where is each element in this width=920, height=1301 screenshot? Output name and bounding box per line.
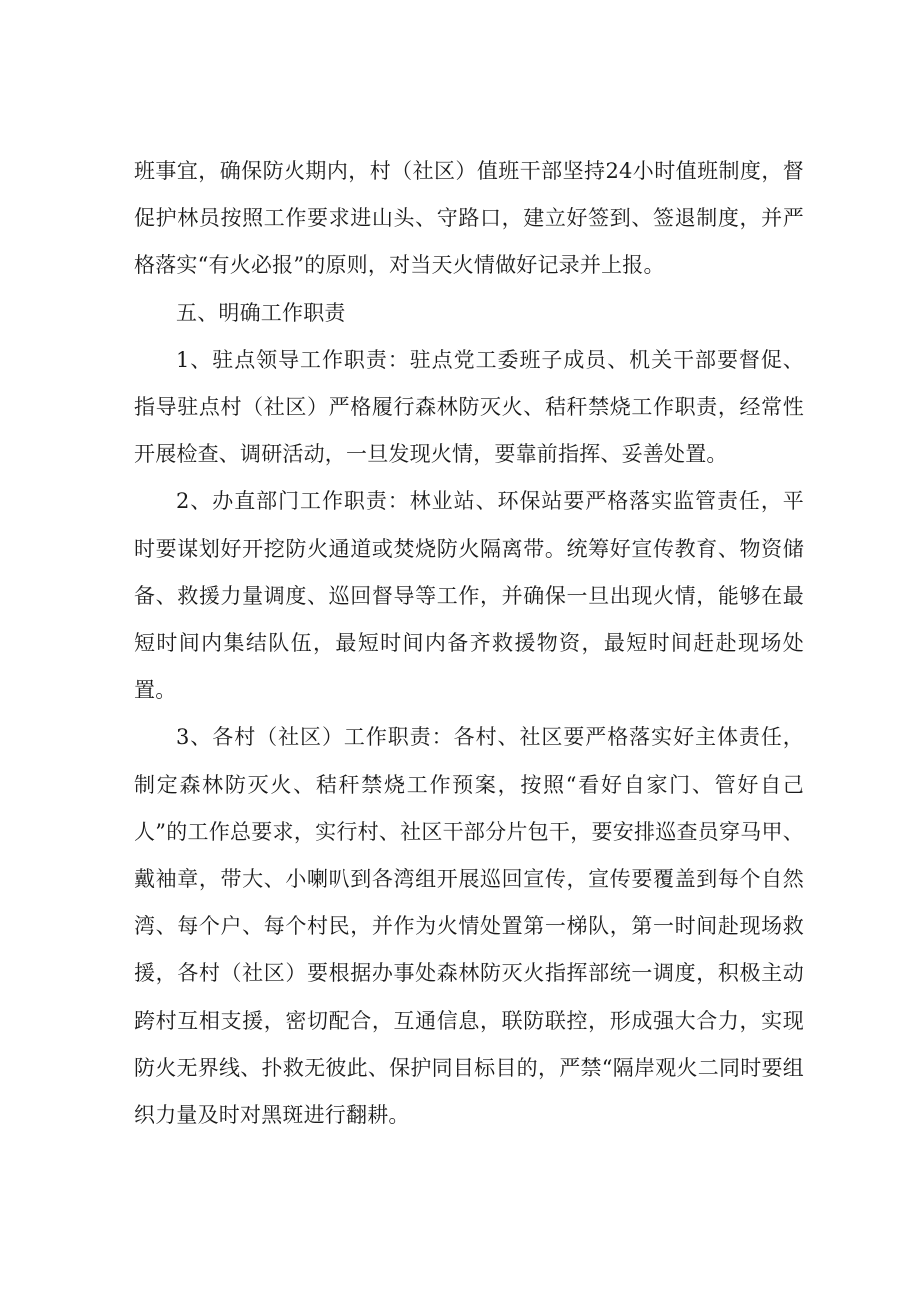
paragraph-village-duties: 3、各村（社区）工作职责：各村、社区要严格落实好主体责任，制定森林防灭火、秸秆禁烧工作预案，按照“看好自家门、管好自己人”的工作总要求，实行村、社区干部分片包干，要安排巡查员穿马甲、戴袖章，带大、小喇叭到各湾组开展巡回宣传，宣传要覆盖到每个自然湾、每个户、每个村民，并作为火情处置第一梯队，第一时间赴现场救援，各村（社区）要根据办事处森林防灭火指挥部统一调度，积极主动跨村互相支援，密切配合，互通信息，联防联控，形成强大合力，实现防火无界线、扑救无彼此、保护同目标目的，严禁“隔岸观火二同时要组织力量及时对黑斑进行翻耕。 — [134, 725, 804, 1128]
document-body — [134, 148, 804, 1139]
paragraph-department-duties: 2、办直部门工作职责：林业站、环保站要严格落实监管责任，平时要谋划好开挖防火通道或焚烧防火隔离带。统筹好宣传教育、物资储备、救援力量调度、巡回督导等工作，并确保一旦出现火情，能够在最短时间内集结队伍，最短时间内备齐救援物资，最短时间赶赴现场处置。 — [134, 489, 804, 703]
section-heading-responsibilities: 五、明确工作职责 — [176, 300, 346, 325]
paragraph-duty-schedule: 班事宜，确保防火期内，村（社区）值班干部坚持24小时值班制度，督促护林员按照工作要求进山头、守路口，建立好签到、签退制度，并严格落实“有火必报”的原则，对当天火情做好记录并上报。 — [134, 159, 804, 278]
paragraph-leader-duties: 1、驻点领导工作职责：驻点党工委班子成员、机关干部要督促、指导驻点村（社区）严格履行森林防灭火、秸秆禁烧工作职责，经常性开展检查、调研活动，一旦发现火情，要靠前指挥、妥善处置。 — [134, 347, 804, 467]
